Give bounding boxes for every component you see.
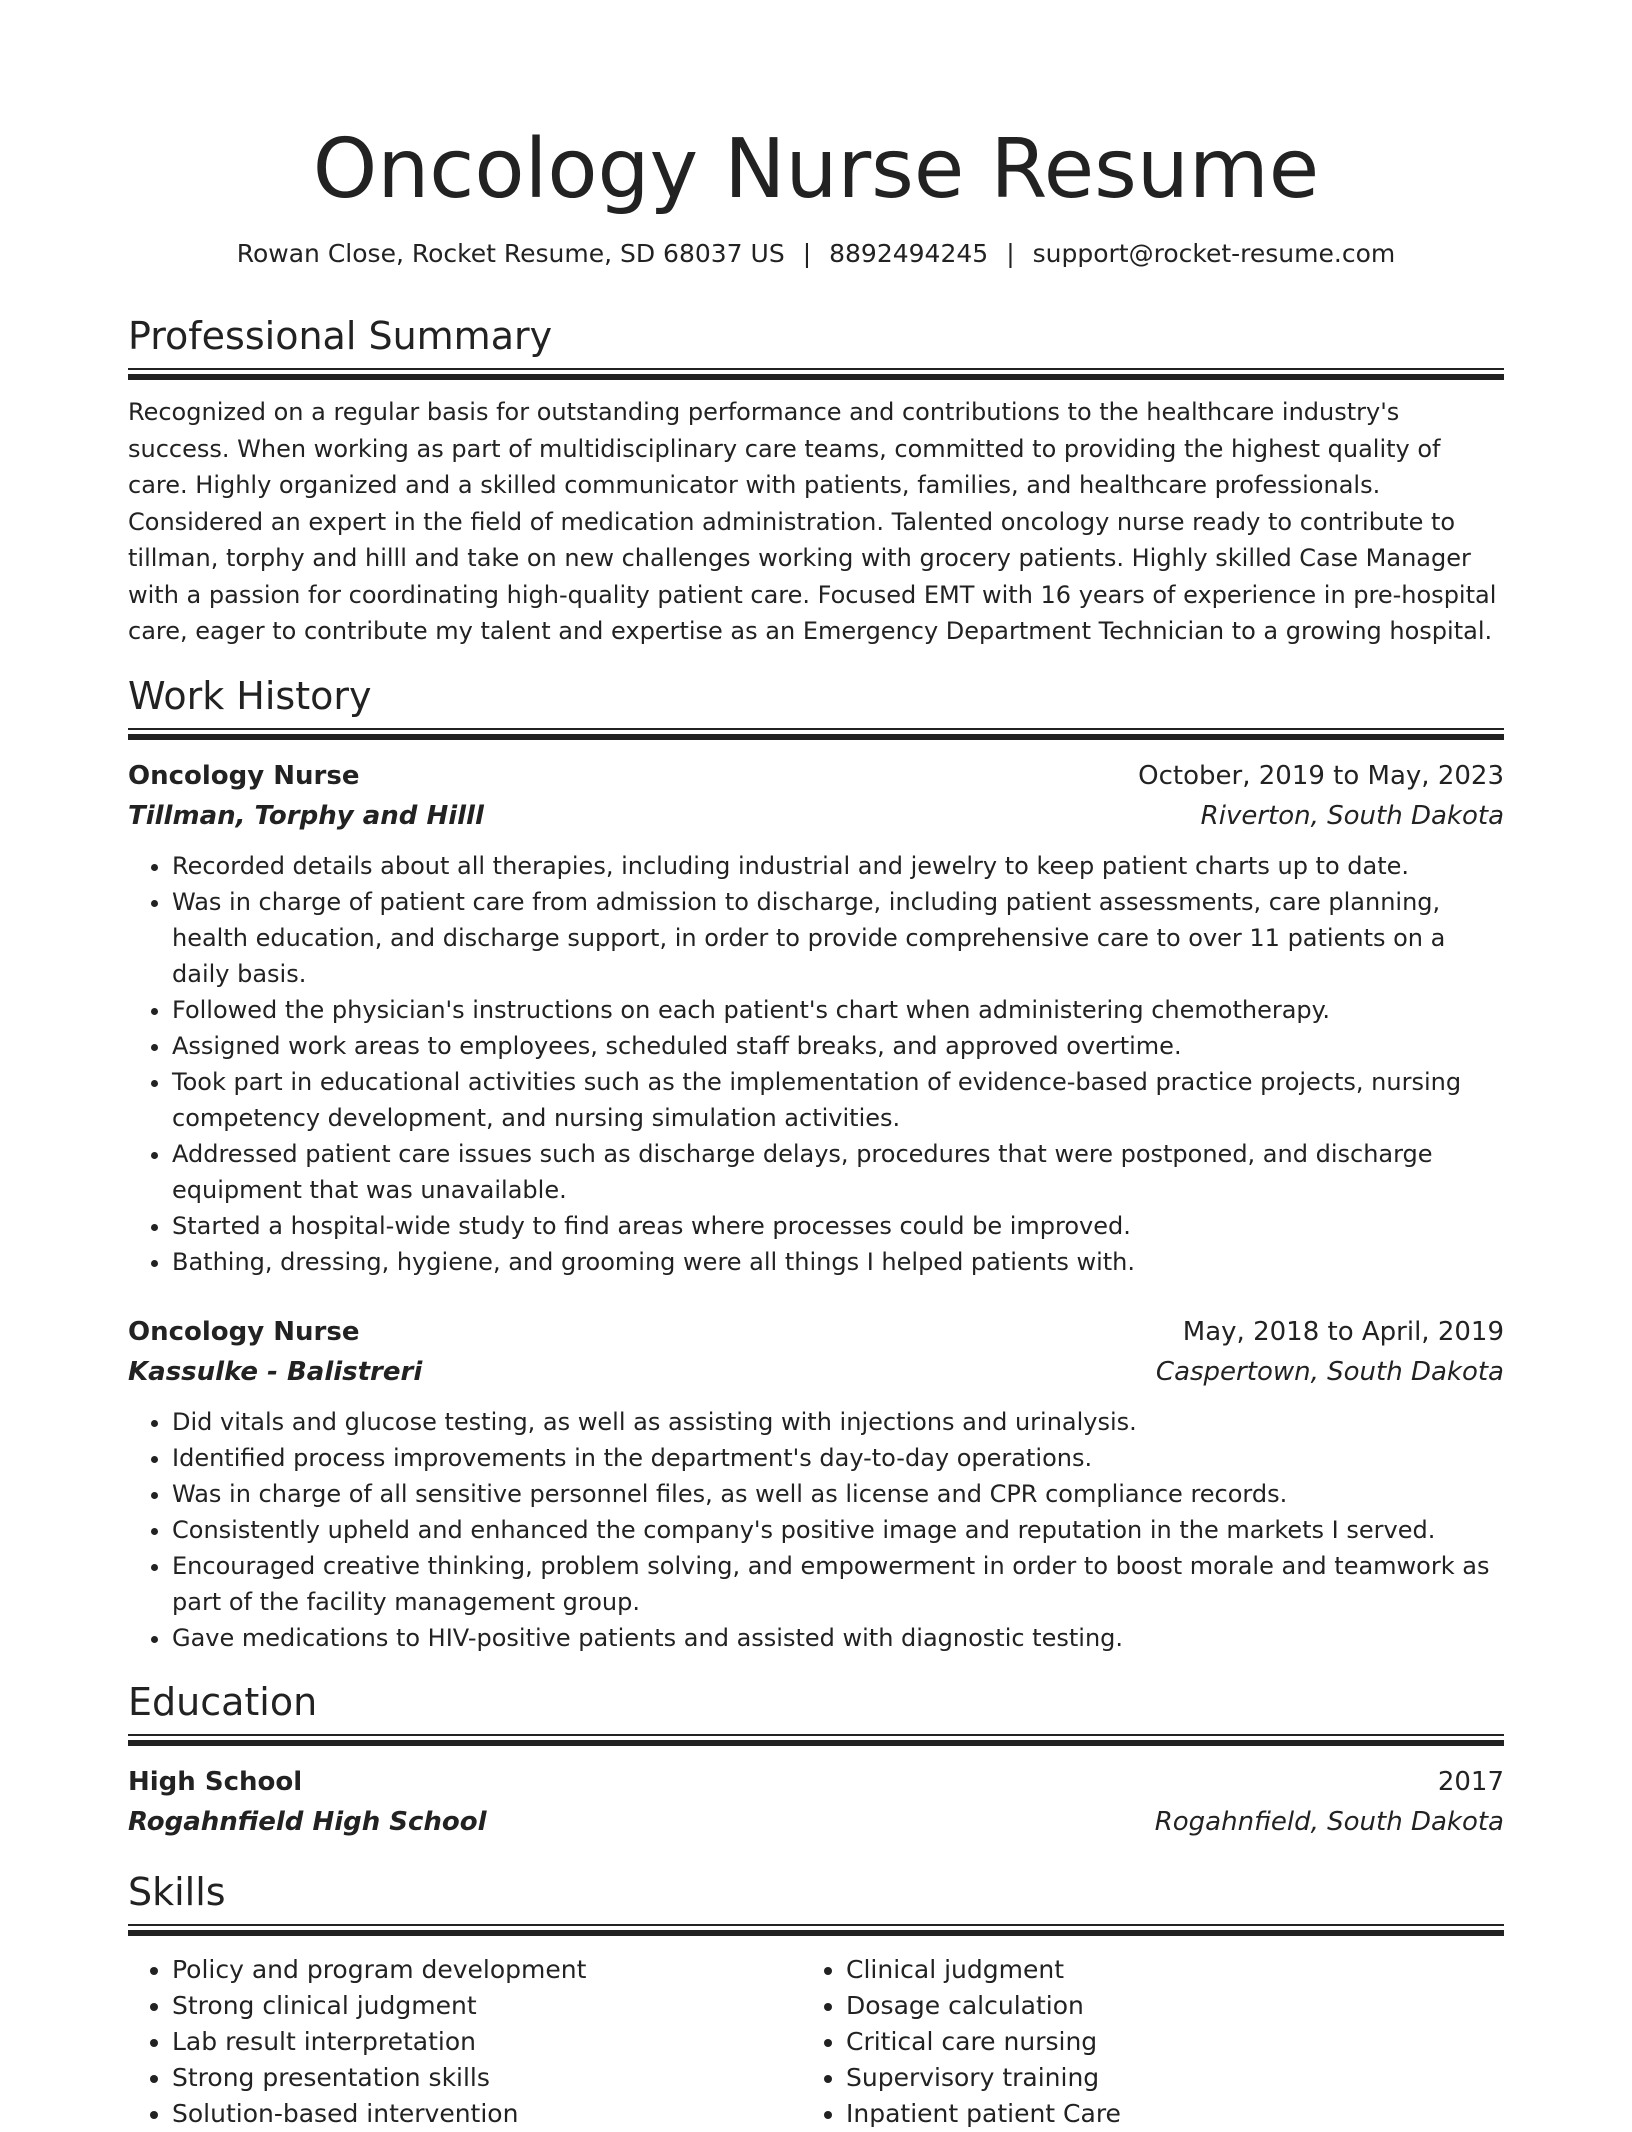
list-item: • Was in charge of all sensitive personnel files, as well as license and CPR compliance records.	[172, 1476, 1504, 1512]
list-item: • Strong clinical judgment	[172, 1988, 802, 2024]
education-degree: High School	[128, 1766, 303, 1797]
list-item: • Encouraged creative thinking, problem solving, and empowerment in order to boost morale and teamwork as part of the facility management group.	[172, 1548, 1504, 1620]
contact-separator: |	[802, 239, 812, 268]
list-item: • Critical care nursing	[846, 2024, 1476, 2060]
job-company: Kassulke - Balistreri	[128, 1356, 423, 1387]
job-company: Tillman, Torphy and Hilll	[128, 800, 484, 831]
list-item: • Identified process improvements in the department's day-to-day operations.	[172, 1440, 1504, 1476]
list-item: • Policy and program development	[172, 1952, 802, 1988]
summary-section	[128, 312, 1504, 650]
list-item: • Clinical judgment	[846, 1952, 1476, 1988]
list-item: • Strong presentation skills	[172, 2060, 802, 2096]
resume-title: Oncology Nurse Resume	[312, 122, 1320, 217]
skills-list-left	[128, 1952, 802, 2132]
skills-section	[128, 1868, 1504, 2132]
list-item: • Started a hospital-wide study to find areas where processes could be improved.	[172, 1208, 1504, 1244]
job-title: Oncology Nurse	[128, 760, 360, 791]
resume-page	[128, 0, 1504, 2132]
work-section	[128, 672, 1504, 1656]
list-item: • Assigned work areas to employees, scheduled staff breaks, and approved overtime.	[172, 1028, 1504, 1064]
section-divider	[128, 1924, 1504, 1936]
list-item: • Lab result interpretation	[172, 2024, 802, 2060]
job-entry	[128, 756, 1504, 1280]
job-bullets	[128, 1404, 1504, 1656]
skills-columns	[128, 1952, 1504, 2132]
job-location: Riverton, South Dakota	[1200, 800, 1504, 831]
list-item: • Was in charge of patient care from admission to discharge, including patient assessments, care planning, health education, and discharge support, in order to provide comprehensive care to over 11 patients on a daily basis.	[172, 884, 1504, 992]
list-item: • Recorded details about all therapies, including industrial and jewelry to keep patient charts up to date.	[172, 848, 1504, 884]
list-item: • Supervisory training	[846, 2060, 1476, 2096]
section-title-skills: Skills	[128, 1869, 226, 1914]
list-item: • Addressed patient care issues such as discharge delays, procedures that were postponed, and discharge equipment that was unavailable.	[172, 1136, 1504, 1208]
job-bullets	[128, 848, 1504, 1280]
list-item: • Gave medications to HIV-positive patients and assisted with diagnostic testing.	[172, 1620, 1504, 1656]
education-entry	[128, 1762, 1504, 1842]
list-item: • Bathing, dressing, hygiene, and grooming were all things I helped patients with.	[172, 1244, 1504, 1280]
list-item: • Took part in educational activities such as the implementation of evidence-based practice projects, nursing competency development, and nursing simulation activities.	[172, 1064, 1504, 1136]
section-divider	[128, 728, 1504, 740]
education-year: 2017	[1437, 1766, 1504, 1797]
summary-text: Recognized on a regular basis for outstanding performance and contributions to the healthcare industry's success. When working as part of multidisciplinary care teams, committed to providing the highest quality of care. Highly organized and a skilled communicator with patients, families, and healthcare professionals. Considered an expert in the field of medication administration. Talented oncology nurse ready to contribute to tillman, torphy and hilll and take on new challenges working with grocery patients. Highly skilled Case Manager with a passion for coordinating high-quality patient care. Focused EMT with 16 years of experience in pre-hospital care, eager to contribute my talent and expertise as an Emergency Department Technician to a growing hospital.	[128, 398, 1497, 645]
section-title-education: Education	[128, 1679, 318, 1724]
list-item: • Dosage calculation	[846, 1988, 1476, 2024]
list-item: • Consistently upheld and enhanced the company's positive image and reputation in the markets I served.	[172, 1512, 1504, 1548]
contact-phone: 8892494245	[829, 239, 989, 268]
job-location: Caspertown, South Dakota	[1155, 1356, 1504, 1387]
education-location: Rogahnfield, South Dakota	[1154, 1806, 1504, 1837]
contact-separator: |	[1006, 239, 1015, 268]
skills-list-right	[802, 1952, 1476, 2132]
contact-line	[128, 238, 1504, 270]
education-section	[128, 1678, 1504, 1842]
job-title: Oncology Nurse	[128, 1316, 360, 1347]
section-title-work: Work History	[128, 673, 372, 718]
job-entry	[128, 1312, 1504, 1656]
contact-address: Rowan Close, Rocket Resume, SD 68037 US	[236, 239, 785, 268]
education-school: Rogahnfield High School	[128, 1806, 487, 1837]
section-divider	[128, 368, 1504, 380]
job-dates: October, 2019 to May, 2023	[1138, 760, 1504, 791]
list-item: • Followed the physician's instructions on each patient's chart when administering chemotherapy.	[172, 992, 1504, 1028]
list-item: • Inpatient patient Care	[846, 2096, 1476, 2132]
list-item: • Did vitals and glucose testing, as well as assisting with injections and urinalysis.	[172, 1404, 1504, 1440]
job-dates: May, 2018 to April, 2019	[1182, 1316, 1504, 1347]
section-title-summary: Professional Summary	[128, 314, 553, 358]
contact-email[interactable]: support@rocket-resume.com	[1032, 239, 1396, 268]
list-item: • Solution-based intervention	[172, 2096, 802, 2132]
section-divider	[128, 1734, 1504, 1746]
